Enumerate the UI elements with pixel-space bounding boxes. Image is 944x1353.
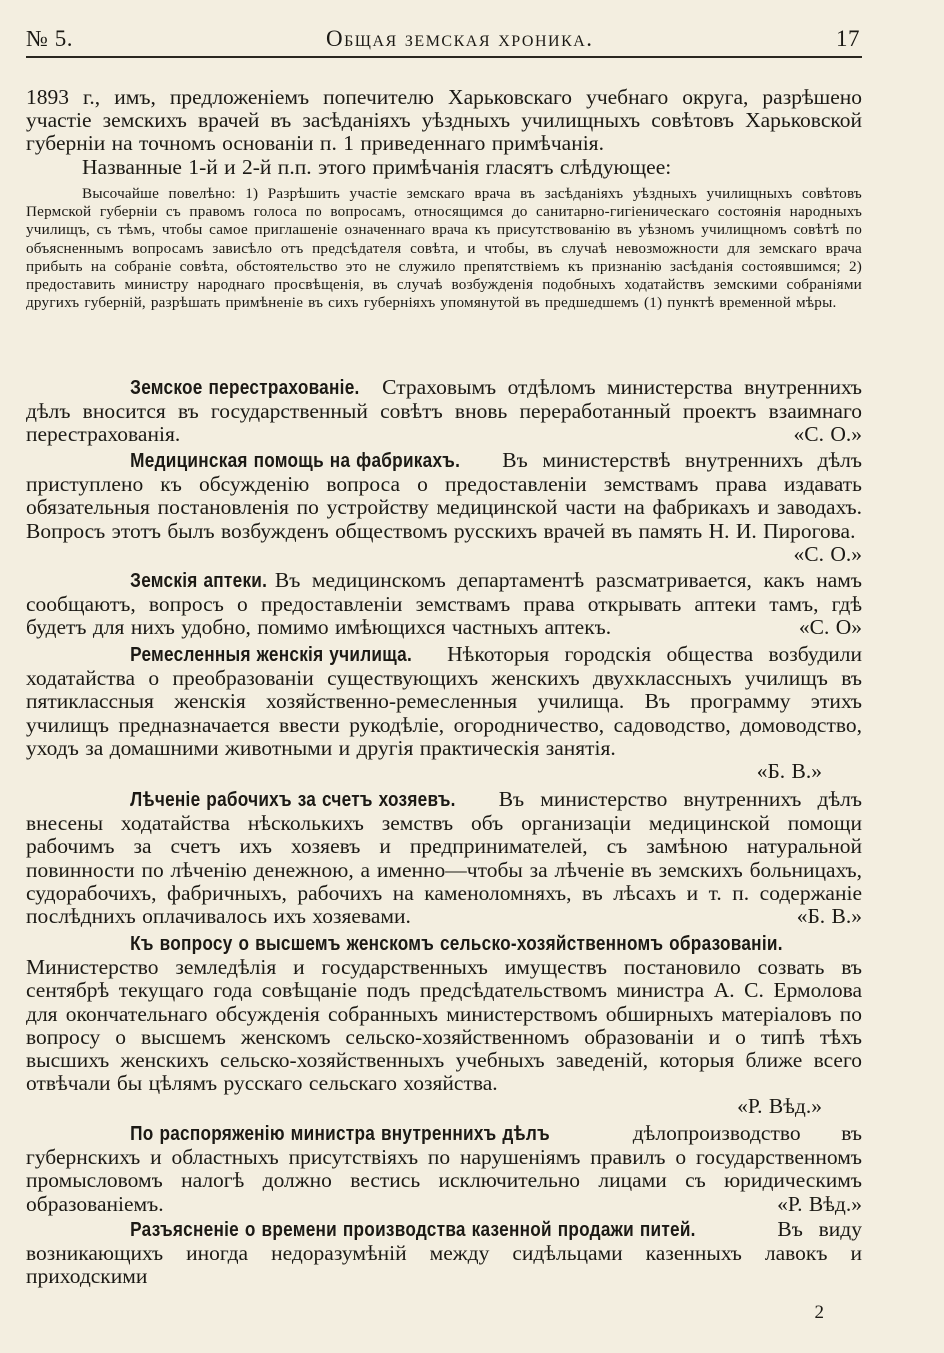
intro-paragraph: 1893 г., имъ, предложеніемъ попечителю Харьковскаго учебнаго округа, разрѣшено участіе земскихъ врачей въ засѣданіяхъ уѣздныхъ училищныхъ совѣтовъ Харьковской губерніи на точномъ основаніи п. 1 приведеннаго примѣчанія. <box>26 85 862 156</box>
quote-paragraph <box>26 185 862 312</box>
article-source: «Б. В.» <box>796 904 862 929</box>
article-text: дѣлопроизводство въ губернскихъ и областныхъ присутствіяхъ по нарушеніямъ правилъ о государственномъ промысловомъ налогѣ должно вестись исключительно лицами съ юридическимъ образованіемъ. <box>26 1121 862 1216</box>
article-heading: Къ вопросу о высшемъ женскомъ сельско-хозяйственномъ образованіи. <box>130 933 783 955</box>
running-title: Общая земская хроника. <box>326 26 594 51</box>
article-source: «Р. Вѣд.» <box>777 1191 862 1216</box>
article-heading: По распоряженію министра внутреннихъ дѣлъ <box>130 1123 550 1145</box>
article-7 <box>26 1122 862 1216</box>
signature-mark: 2 <box>814 1302 824 1323</box>
article-text: Министерство земледѣлія и государственныхъ имуществъ постановило созвать въ сентябрѣ текущаго года совѣщаніе подъ предсѣдательствомъ министра А. С. Ермолова для окончательнаго обсужденія собранныхъ министерствомъ обширныхъ матеріаловъ по вопросу о высшемъ женскомъ сельско-хозяйственномъ образованіи и о типѣ тѣхъ высшихъ женскихъ сельско-хозяйственныхъ учебныхъ заведеній, которыя ближе всего отвѣчали бы цѣлямъ русскаго сельскаго хозяйства. <box>26 955 862 1096</box>
article-heading: Медицинская помощь на фабрикахъ. <box>130 450 461 472</box>
article-source: «Б. В.» <box>756 759 822 784</box>
article-8 <box>26 1218 862 1289</box>
article-text: Въ министерствѣ внутреннихъ дѣлъ приступлено къ обсужденію вопроса о предоставленіи земствамъ права издавать обязательныя постановленія по устройству медицинской части на фабрикахъ и заводахъ. Вопросъ этотъ былъ возбужденъ обществомъ русскихъ врачей въ память Н. И. Пирогова. <box>26 448 862 543</box>
article-text: Въ медицинскомъ департаментѣ разсматривается, какъ намъ сообщаютъ, вопросъ о предоставленіи земствамъ права открывать аптеки тамъ, гдѣ будетъ для нихъ удобно, помимо имѣющихся частныхъ аптекъ. <box>26 568 863 640</box>
article-text: Въ виду возникающихъ иногда недоразумѣній между сидѣльцами казенныхъ лавокъ и приходскими <box>26 1217 862 1289</box>
article-2 <box>26 449 862 566</box>
article-5 <box>26 788 862 928</box>
page-number: 17 <box>836 26 860 51</box>
article-1 <box>26 376 862 447</box>
page-header <box>26 24 862 58</box>
article-text: Нѣкоторыя городскія общества возбудили ходатайства о преобразованіи существующихъ женскихъ двухклассныхъ училищъ въ пятиклассныя женскія хозяйственно-ремесленныя училища. Въ программу этихъ училищъ предназначается ввести рукодѣліе, огородничество, садоводство, домоводство, уходъ за домашними животными и другія практическія занятія. <box>26 642 862 760</box>
article-source: «С. О» <box>798 615 862 640</box>
issue-number: № 5. <box>26 26 73 51</box>
article-heading: Земское перестрахованіе. <box>130 377 360 399</box>
quote-text: 1) Разрѣшить участіе земскаго врача въ засѣданіяхъ уѣздныхъ училищныхъ совѣтовъ Пермской губерніи съ правомъ голоса по вопросамъ, относящимся до санитарно-гигіеническаго состоянія народныхъ училищъ, съ тѣмъ, чтобы самое приглашеніе означеннаго врача къ присутствованію въ уѣзномъ училищномъ совѣтѣ по объясненнымъ вопросамъ зависѣло отъ предсѣдателя совѣта, и чтобы, въ случаѣ невозможности для земскаго врача прибыть на собраніе совѣта, обстоятельство это не служило препятствіемъ къ признанію засѣданія состоявшимся; 2) предоставить министру народнаго просвѣщенія, въ случаѣ возбужденія подобныхъ ходатайствъ земскими собраніями другихъ губерній, разрѣшать примѣненіе въ сихъ губерніяхъ упомянутой въ предшедшемъ (1) пунктѣ временной мѣры. <box>26 185 862 312</box>
article-text: Страховымъ отдѣломъ министерства внутреннихъ дѣлъ вносится въ государственный совѣтъ вновь переработанный проектъ взаимнаго перестрахованія. <box>26 375 862 447</box>
article-heading: Разъясненіе о времени производства казенной продажи питей. <box>130 1219 696 1241</box>
article-heading: Лѣченіе рабочихъ за счетъ хозяевъ. <box>130 789 456 811</box>
quote-lead: Высочайше повелѣно: <box>82 185 236 202</box>
article-heading: Ремесленныя женскія училища. <box>130 644 413 666</box>
intro-block <box>26 86 862 179</box>
article-4 <box>26 643 862 783</box>
article-3 <box>26 569 862 640</box>
quote-block <box>26 185 862 312</box>
article-source: «С. О.» <box>793 422 862 447</box>
intro-second-paragraph: Названные 1-й и 2-й п.п. этого примѣчанія гласятъ слѣдующее: <box>82 154 672 179</box>
article-6 <box>26 932 862 1119</box>
article-source: «Р. Вѣд.» <box>737 1094 822 1119</box>
article-source: «С. О.» <box>793 541 862 566</box>
article-text: Въ министерство внутреннихъ дѣлъ внесены ходатайства нѣсколькихъ земствъ объ организаціи медицинской помощи рабочимъ за счетъ ихъ хозяевъ и предпринимателей, съ замѣною натуральной повинности по лѣченію денежною, а именно—чтобы за лѣченіе въ земскихъ больницахъ, судорабочихъ, фабричныхъ, рабочихъ на каменоломняхъ, въ лѣсахъ и т. п. содержаніе послѣднихъ оплачивалось ихъ хозяевами. <box>26 787 863 929</box>
article-heading: Земскія аптеки. <box>130 570 268 592</box>
